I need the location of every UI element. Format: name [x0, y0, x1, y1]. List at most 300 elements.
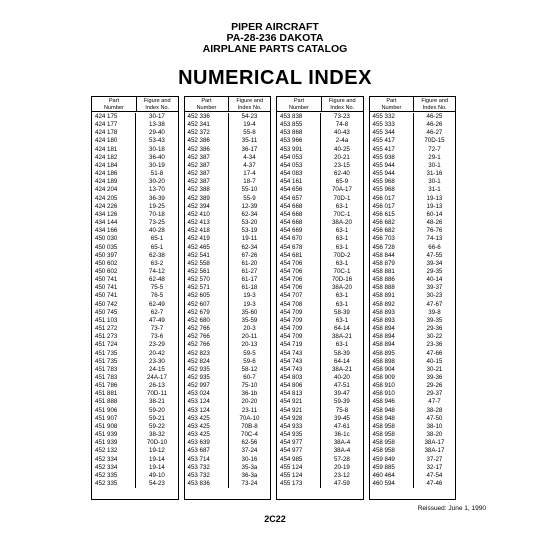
figure-index: 70D-1: [333, 194, 351, 202]
table-row: [370, 341, 456, 349]
figure-index: 39-45: [334, 414, 350, 422]
figure-index: 63-1: [335, 341, 349, 349]
table-row: [185, 146, 271, 154]
part-number: 452 336: [185, 113, 229, 121]
table-row: [370, 203, 456, 211]
table-row: [92, 374, 178, 382]
part-number: 455 944: [370, 162, 414, 170]
figure-index: 73-6: [150, 333, 164, 341]
table-row: [370, 146, 456, 154]
figure-index: 20-3: [243, 325, 256, 333]
figure-index: 53-43: [149, 137, 165, 145]
figure-index: 46-27: [426, 129, 443, 137]
part-number: 455 124: [277, 464, 321, 472]
table-row: [92, 252, 178, 260]
table-row: [92, 431, 178, 439]
part-number: 452 766: [185, 341, 229, 349]
part-number: 452 132: [92, 447, 136, 455]
figure-index: 59-21: [149, 414, 165, 422]
table-row: [277, 186, 363, 194]
figure-index: 35-59: [241, 316, 258, 324]
table-row: [277, 211, 363, 219]
figure-index: 20-20: [241, 398, 258, 406]
table-row: [92, 276, 178, 284]
figure-index: 62-34: [241, 243, 258, 251]
part-number: 452 388: [185, 186, 229, 194]
part-number: 450 397: [92, 252, 136, 260]
figure-index-header: Figure and Index No.: [421, 98, 449, 111]
figure-index: 47-66: [426, 349, 443, 357]
figure-index: 46-25: [426, 113, 443, 120]
figure-index: 47-54: [426, 471, 443, 479]
part-number: 456 703: [370, 235, 414, 243]
figure-index: 47-7: [428, 398, 441, 406]
part-number: 454 657: [277, 195, 321, 203]
figure-index: 30-18: [149, 145, 165, 153]
figure-index: 46-26: [426, 121, 443, 129]
part-number: 452 386: [185, 146, 229, 154]
figure-index: 4-37: [243, 161, 256, 169]
figure-index: 30-17: [149, 113, 165, 120]
figure-index: 54-23: [149, 480, 165, 488]
part-number: 452 394: [185, 203, 229, 211]
part-number: 452 341: [185, 121, 229, 129]
index-column: [369, 96, 457, 500]
part-number: 452 387: [185, 154, 229, 162]
figure-index: 62-34: [241, 210, 258, 218]
part-number: 452 679: [185, 309, 229, 317]
table-row: [185, 439, 271, 447]
table-row: [277, 129, 363, 137]
table-row: [185, 325, 271, 333]
figure-index: 19-3: [243, 292, 256, 300]
figure-index: 24-15: [149, 365, 165, 373]
figure-index: 55-9: [243, 194, 256, 202]
table-row: [185, 382, 271, 390]
part-number: 453 687: [185, 447, 229, 455]
figure-index: 30-19: [149, 161, 165, 169]
figure-index: 73-25: [149, 219, 165, 227]
figure-index: 36-1c: [334, 431, 350, 439]
part-number: 450 030: [92, 235, 136, 243]
part-number: 458 891: [370, 292, 414, 300]
part-number: 458 910: [370, 382, 414, 390]
figure-index: 48-26: [426, 219, 443, 227]
column-header: [92, 97, 178, 112]
table-row: [92, 146, 178, 154]
part-number: 452 680: [185, 317, 229, 325]
figure-index: 29-26: [426, 382, 443, 390]
part-number: 452 386: [185, 137, 229, 145]
table-row: [185, 341, 271, 349]
part-number: 452 558: [185, 260, 229, 268]
table-row: [185, 186, 271, 194]
table-row: [92, 186, 178, 194]
figure-index: 17-4: [243, 170, 256, 178]
part-number: 454 668: [277, 211, 321, 219]
part-number-header: Part Number: [185, 97, 230, 111]
table-row: [92, 129, 178, 137]
table-row: [92, 195, 178, 203]
table-row: [185, 333, 271, 341]
part-number: 454 933: [277, 423, 321, 431]
part-number: 424 177: [92, 121, 136, 129]
figure-index: 59-22: [149, 422, 165, 430]
table-row: [370, 366, 456, 374]
table-row: [277, 464, 363, 472]
table-row: [370, 284, 456, 292]
part-number: 453 836: [185, 480, 229, 488]
table-row: [277, 244, 363, 252]
part-number: 424 186: [92, 170, 136, 178]
table-row: [185, 407, 271, 415]
part-number: 453 732: [185, 464, 229, 472]
table-row: [92, 398, 178, 406]
part-number: 454 670: [277, 235, 321, 243]
figure-index: 53-20: [241, 219, 258, 227]
table-row: [370, 309, 456, 317]
part-number: 451 724: [92, 341, 136, 349]
figure-index: 47-61: [334, 422, 350, 430]
figure-index: 39-36: [426, 374, 443, 381]
figure-index: 36-17: [241, 145, 258, 153]
table-row: [185, 170, 271, 178]
table-row: [92, 211, 178, 219]
figure-index: 38A-20: [331, 284, 352, 292]
table-row: [92, 447, 178, 455]
table-row: [277, 146, 363, 154]
part-number: 424 181: [92, 146, 136, 154]
figure-index: 19-4: [243, 121, 256, 129]
figure-index: 74-8: [335, 121, 349, 129]
part-number: 451 907: [92, 415, 136, 423]
figure-index: 30-1: [428, 178, 441, 186]
part-number: 452 419: [185, 235, 229, 243]
figure-index: 38A-17: [424, 439, 445, 447]
table-row: [370, 358, 456, 366]
table-row: [92, 358, 178, 366]
figure-index: 58-12: [241, 365, 258, 373]
part-number: 451 735: [92, 350, 136, 358]
figure-index: 62-48: [149, 276, 165, 284]
table-row: [370, 447, 456, 455]
part-number: 455 968: [370, 178, 414, 186]
figure-index: 19-13: [426, 194, 443, 202]
table-row: [277, 415, 363, 423]
figure-index: 36-40: [149, 153, 165, 161]
part-number: 454 681: [277, 252, 321, 260]
table-row: [277, 382, 363, 390]
part-number: 454 053: [277, 154, 321, 162]
table-row: [370, 431, 456, 439]
part-number: 458 948: [370, 415, 414, 423]
figure-index: 47-50: [426, 414, 443, 422]
table-row: [370, 162, 456, 170]
part-number: 452 571: [185, 284, 229, 292]
figure-index: 47-59: [334, 480, 350, 488]
table-row: [277, 472, 363, 480]
part-number: 451 888: [92, 398, 136, 406]
table-row: [370, 472, 456, 480]
figure-index: 19-25: [149, 202, 165, 210]
figure-index: 38-32: [149, 431, 165, 439]
part-number: 455 417: [370, 137, 414, 145]
part-number: 460 464: [370, 472, 414, 480]
figure-index: 64-14: [334, 357, 350, 365]
figure-index: 62-7: [150, 308, 164, 316]
header-catalog: AIRPLANE PARTS CATALOG: [202, 43, 348, 55]
part-number: 459 885: [370, 464, 414, 472]
figure-index: 30-22: [426, 333, 443, 341]
column-header: [370, 97, 456, 112]
figure-index: 61-18: [241, 284, 258, 292]
figure-index: 67-26: [241, 251, 258, 259]
part-number: 452 766: [185, 325, 229, 333]
part-number: 450 741: [92, 292, 136, 300]
table-row: [277, 439, 363, 447]
part-number: 450 602: [92, 260, 136, 268]
table-row: [277, 235, 363, 243]
part-number: 451 908: [92, 423, 136, 431]
index-column: [184, 96, 272, 500]
part-number: 424 178: [92, 129, 136, 137]
part-number: 456 682: [370, 219, 414, 227]
part-number: 454 813: [277, 390, 321, 398]
table-row: [277, 154, 363, 162]
figure-index: 40-28: [149, 227, 165, 235]
figure-index: 36-3a: [241, 471, 258, 479]
figure-index: 70D-10: [146, 439, 168, 447]
part-number: 452 570: [185, 276, 229, 284]
figure-index: 30-1: [428, 161, 441, 169]
figure-index: 55-10: [241, 186, 258, 194]
figure-index: 72-7: [428, 145, 441, 153]
part-number: 454 709: [277, 309, 321, 317]
figure-index: 38A-20: [331, 219, 352, 227]
part-number: 452 766: [185, 333, 229, 341]
part-number: 458 894: [370, 325, 414, 333]
table-row: [185, 309, 271, 317]
part-number: 458 881: [370, 268, 414, 276]
table-row: [370, 219, 456, 227]
figure-index: 30-23: [426, 292, 443, 300]
table-row: [370, 456, 456, 464]
part-number: 454 709: [277, 325, 321, 333]
part-number: 452 935: [185, 366, 229, 374]
column-header: [277, 97, 363, 112]
table-row: [277, 178, 363, 186]
part-number: 454 743: [277, 350, 321, 358]
table-row: [185, 284, 271, 292]
table-row: [185, 447, 271, 455]
table-row: [277, 170, 363, 178]
figure-index: 39-34: [426, 259, 443, 267]
table-row: [370, 244, 456, 252]
table-row: [92, 244, 178, 252]
table-row: [370, 439, 456, 447]
table-row: [185, 195, 271, 203]
table-row: [277, 260, 363, 268]
part-number: 452 372: [185, 129, 229, 137]
part-number: 454 709: [277, 333, 321, 341]
table-row: [277, 350, 363, 358]
figure-index: 38A-4: [333, 447, 351, 455]
figure-index: 57-28: [334, 455, 350, 463]
table-row: [92, 480, 178, 488]
table-row: [185, 268, 271, 276]
table-row: [185, 113, 271, 121]
table-row: [92, 154, 178, 162]
part-number: 455 173: [277, 480, 321, 488]
table-row: [185, 244, 271, 252]
part-number: 424 189: [92, 178, 136, 186]
figure-index: 38A-17: [424, 447, 445, 455]
figure-index: 38-20: [426, 431, 443, 439]
part-number: 424 182: [92, 154, 136, 162]
part-number: 452 387: [185, 170, 229, 178]
part-number: 454 053: [277, 162, 321, 170]
table-row: [92, 350, 178, 358]
part-number: 452 823: [185, 350, 229, 358]
part-number: 458 892: [370, 301, 414, 309]
figure-index: 63-1: [335, 316, 349, 324]
figure-index: 65-1: [150, 235, 164, 243]
part-number: 458 844: [370, 252, 414, 260]
figure-index: 73-7: [150, 325, 164, 333]
table-row: [370, 333, 456, 341]
figure-index: 38A-21: [331, 365, 352, 373]
figure-index-header: Figure and Index No.: [236, 98, 264, 111]
part-number: 458 946: [370, 398, 414, 406]
figure-index: 36-1b: [241, 390, 258, 398]
figure-index: 32-17: [426, 463, 443, 471]
table-row: [370, 325, 456, 333]
page-title: NUMERICAL INDEX: [178, 67, 372, 89]
part-number: 450 745: [92, 309, 136, 317]
figure-index: 65-1: [150, 243, 164, 251]
part-number: 454 707: [277, 292, 321, 300]
figure-index: 38A-4: [333, 439, 351, 447]
figure-index: 47-46: [426, 480, 443, 488]
part-number: 458 898: [370, 358, 414, 366]
table-row: [92, 333, 178, 341]
figure-index: 40-15: [426, 357, 443, 365]
part-number: 434 126: [92, 211, 136, 219]
part-number: 454 708: [277, 301, 321, 309]
table-row: [370, 113, 456, 121]
part-number: 453 838: [277, 113, 321, 121]
part-number: 454 709: [277, 317, 321, 325]
table-row: [277, 333, 363, 341]
table-row: [370, 235, 456, 243]
figure-index: 73-24: [241, 480, 258, 488]
table-row: [277, 301, 363, 309]
figure-index: 62-49: [149, 300, 165, 308]
table-row: [185, 390, 271, 398]
figure-index: 30-16: [241, 455, 258, 463]
part-number: 451 939: [92, 431, 136, 439]
figure-index: 70D-11: [147, 390, 167, 398]
part-number: 424 184: [92, 162, 136, 170]
table-row: [370, 407, 456, 415]
figure-index: 59-5: [243, 349, 256, 357]
part-number: 451 735: [92, 358, 136, 366]
figure-index: 75-8: [335, 406, 349, 414]
part-number: 451 906: [92, 407, 136, 415]
table-row: [92, 439, 178, 447]
table-row: [185, 358, 271, 366]
part-number: 450 742: [92, 301, 136, 309]
figure-index: 37-24: [241, 447, 258, 455]
page-number: 2C22: [264, 514, 286, 524]
part-number: 458 893: [370, 309, 414, 317]
figure-index: 29-1: [428, 153, 441, 161]
figure-index: 29-40: [149, 129, 165, 137]
table-row: [277, 227, 363, 235]
part-number: 453 639: [185, 439, 229, 447]
table-row: [370, 374, 456, 382]
table-row: [92, 341, 178, 349]
table-row: [370, 154, 456, 162]
table-row: [92, 292, 178, 300]
part-number: 452 418: [185, 227, 229, 235]
table-row: [92, 325, 178, 333]
table-row: [277, 447, 363, 455]
part-number: 453 966: [277, 137, 321, 145]
part-number: 450 602: [92, 268, 136, 276]
table-row: [185, 398, 271, 406]
figure-index: 63-1: [335, 243, 349, 251]
part-number: 454 669: [277, 227, 321, 235]
figure-index: 62-38: [149, 251, 165, 259]
table-row: [370, 276, 456, 284]
table-row: [277, 252, 363, 260]
part-number: 454 719: [277, 341, 321, 349]
figure-index: 49-10: [149, 471, 165, 479]
part-number: 454 706: [277, 284, 321, 292]
part-number: 453 124: [185, 398, 229, 406]
figure-index: 23-29: [149, 341, 165, 349]
table-row: [185, 219, 271, 227]
figure-index: 35-11: [241, 137, 258, 145]
table-row: [370, 480, 456, 488]
part-number: 454 668: [277, 219, 321, 227]
table-row: [185, 137, 271, 145]
part-number: 455 968: [370, 186, 414, 194]
figure-index: 70D-16: [331, 276, 353, 284]
figure-index: 40-20: [334, 374, 350, 381]
figure-index: 51-8: [150, 170, 164, 178]
part-number: 456 728: [370, 244, 414, 252]
figure-index: 20-13: [241, 341, 258, 349]
figure-index: 70C-1: [333, 210, 351, 218]
part-number: 455 332: [370, 113, 414, 121]
part-number: 452 607: [185, 301, 229, 309]
table-row: [185, 129, 271, 137]
table-row: [277, 390, 363, 398]
table-row: [370, 186, 456, 194]
table-row: [92, 203, 178, 211]
table-row: [92, 121, 178, 129]
part-number: 452 410: [185, 211, 229, 219]
part-number: 452 389: [185, 195, 229, 203]
part-number-header: Part Number: [92, 97, 137, 111]
figure-index: 30-21: [426, 365, 443, 373]
figure-index: 13-38: [149, 121, 165, 129]
table-row: [185, 464, 271, 472]
figure-index: 38A-21: [331, 333, 352, 341]
table-row: [277, 137, 363, 145]
